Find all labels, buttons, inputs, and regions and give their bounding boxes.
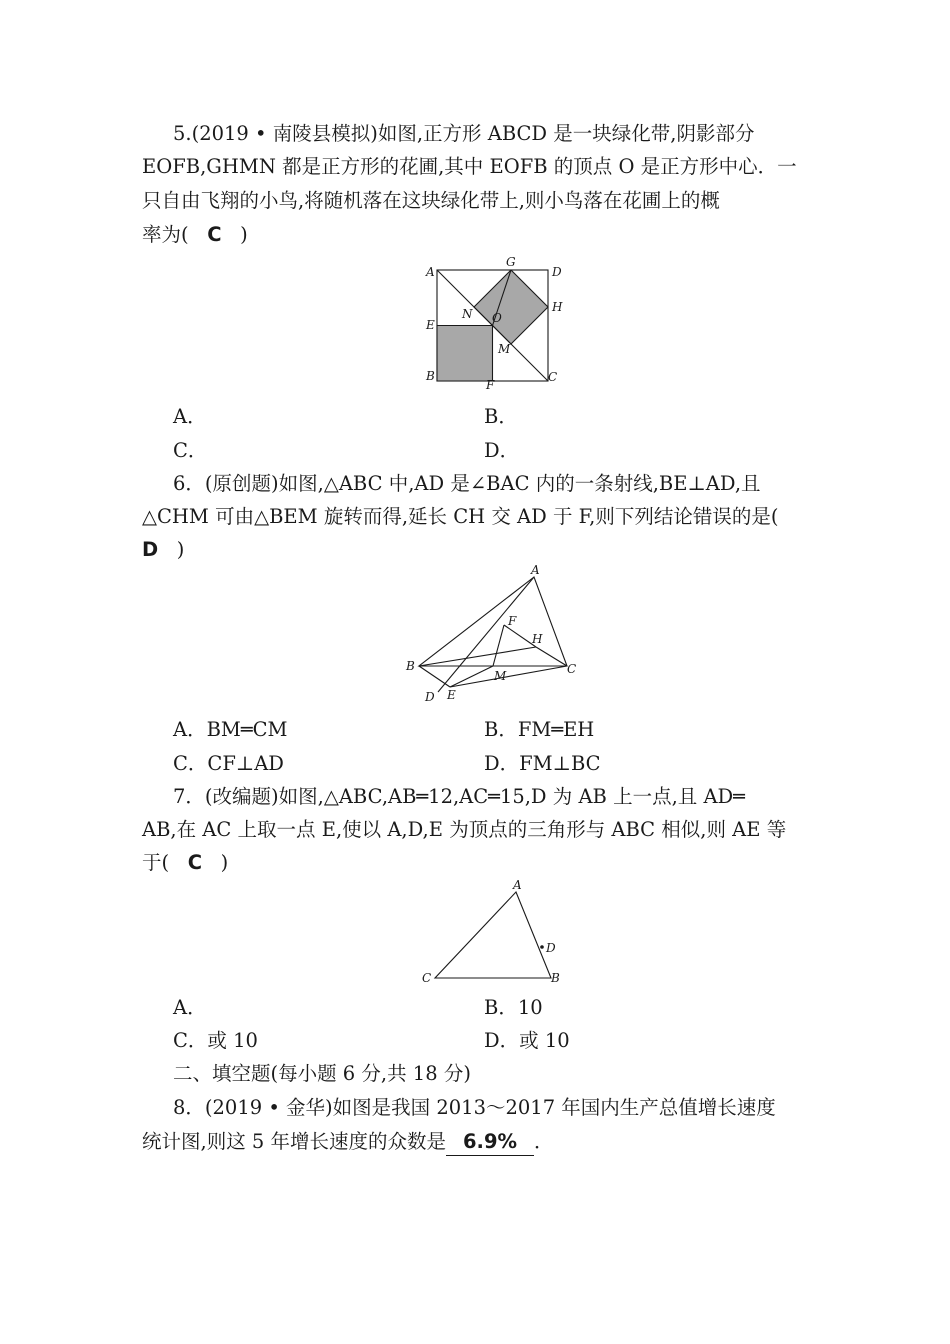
q5-label-n: N <box>462 307 473 321</box>
q5-option-b[interactable]: B． <box>484 405 518 428</box>
q7-answer: C <box>187 851 203 874</box>
q6-option-c[interactable]: C．CF⊥AD <box>173 752 284 775</box>
q8-period: ． <box>534 1130 554 1153</box>
q6-segment-fm <box>493 625 504 666</box>
q5-option-c[interactable]: C． <box>173 439 208 462</box>
q5-line-1: 5.(2019 • 南陵县模拟)如图,正方形 ABCD 是一块绿化带,阴影部分 <box>173 122 755 145</box>
q5-line-2: EOFB,GHMN 都是正方形的花圃,其中 EOFB 的顶点 O 是正方形中心．一 <box>142 155 797 178</box>
q5-stem-end: 率为( <box>142 223 189 246</box>
q6-label-f: F <box>508 614 517 628</box>
q7-point-d <box>540 945 544 949</box>
q6-label-b: B <box>406 659 415 673</box>
q8-line-1: 8．(2019 • 金华)如图是我国 2013～2017 年国内生产总值增长速度 <box>173 1096 776 1119</box>
q8-line-2 <box>142 1129 554 1156</box>
q5-answer: C <box>207 223 222 246</box>
q5-square-figure <box>420 256 570 391</box>
q6-answer: D <box>142 538 159 561</box>
q7-line-1: 7．(改编题)如图,△ABC,AB═12,AC═15,D 为 AB 上一点,且 AD═ <box>173 785 745 808</box>
q6-label-a: A <box>531 563 540 577</box>
q6-line-1: 6．(原创题)如图,△ABC 中,AD 是∠BAC 内的一条射线,BE⊥AD,且 <box>173 472 761 495</box>
q5-label-o: O <box>492 311 502 325</box>
q7-stem-end: 于( <box>142 851 170 874</box>
q5-label-b: B <box>426 369 435 383</box>
q6-option-a[interactable]: A．BM═CM <box>173 718 288 741</box>
q6-segment-bh <box>419 647 536 666</box>
q7-line-2: AB,在 AC 上取一点 E,使以 A,D,E 为顶点的三角形与 ABC 相似,则 AE 等 <box>142 818 787 841</box>
q6-line-3 <box>142 537 184 563</box>
q5-label-m: M <box>498 342 511 356</box>
q7-option-d[interactable]: D．或 10 <box>484 1029 570 1052</box>
q7-option-b[interactable]: B．10 <box>484 996 543 1019</box>
q5-option-d[interactable]: D． <box>484 439 520 462</box>
q5-label-e: E <box>426 318 435 332</box>
q7-label-b: B <box>551 971 560 985</box>
q5-label-g: G <box>506 255 516 269</box>
q6-line-2: △CHM 可由△BEM 旋转而得,延长 CH 交 AD 于 F,则下列结论错误的是( <box>142 505 779 528</box>
q6-label-d: D <box>425 690 435 704</box>
q6-label-m: M <box>494 669 507 683</box>
q6-label-e: E <box>447 688 456 702</box>
q7-label-c: C <box>422 971 432 985</box>
q8-answer-blank: 6.9% <box>446 1129 534 1156</box>
q5-label-d: D <box>552 265 562 279</box>
q6-option-d[interactable]: D．FM⊥BC <box>484 752 601 775</box>
q6-label-c: C <box>567 662 577 676</box>
q6-option-b[interactable]: B．FM═EH <box>484 718 595 741</box>
q7-triangle-abc <box>435 892 551 978</box>
q7-paren-close: ) <box>220 851 229 874</box>
q5-paren-close: ) <box>240 223 248 246</box>
q5-option-a[interactable]: A． <box>173 405 207 428</box>
q6-label-h: H <box>532 632 543 646</box>
q5-line-4 <box>142 222 248 248</box>
q6-segment-be <box>419 666 450 687</box>
q7-option-c[interactable]: C．或 10 <box>173 1029 258 1052</box>
q7-label-a: A <box>513 878 522 892</box>
q5-label-c: C <box>548 370 558 384</box>
q5-line-3: 只自由飞翔的小鸟,将随机落在这块绿化带上,则小鸟落在花圃上的概 <box>142 189 720 212</box>
q7-option-a[interactable]: A． <box>173 996 207 1019</box>
q6-paren-close: ) <box>176 538 185 561</box>
q5-label-h: H <box>552 300 563 314</box>
q5-label-f: F <box>486 378 495 392</box>
q5-shaded-eofb <box>437 326 493 382</box>
q8-stem: 统计图,则这 5 年增长速度的众数是 <box>142 1130 447 1153</box>
q6-triangle-figure <box>400 565 590 710</box>
section-heading: 二、填空题(每小题 6 分,共 18 分) <box>173 1062 471 1085</box>
q7-triangle-figure <box>420 880 570 990</box>
q6-segment-ch <box>536 647 567 666</box>
q5-label-a: A <box>426 265 435 279</box>
q6-segment-ce <box>450 666 567 687</box>
q7-label-d: D <box>546 941 556 955</box>
q7-line-3 <box>142 850 228 876</box>
